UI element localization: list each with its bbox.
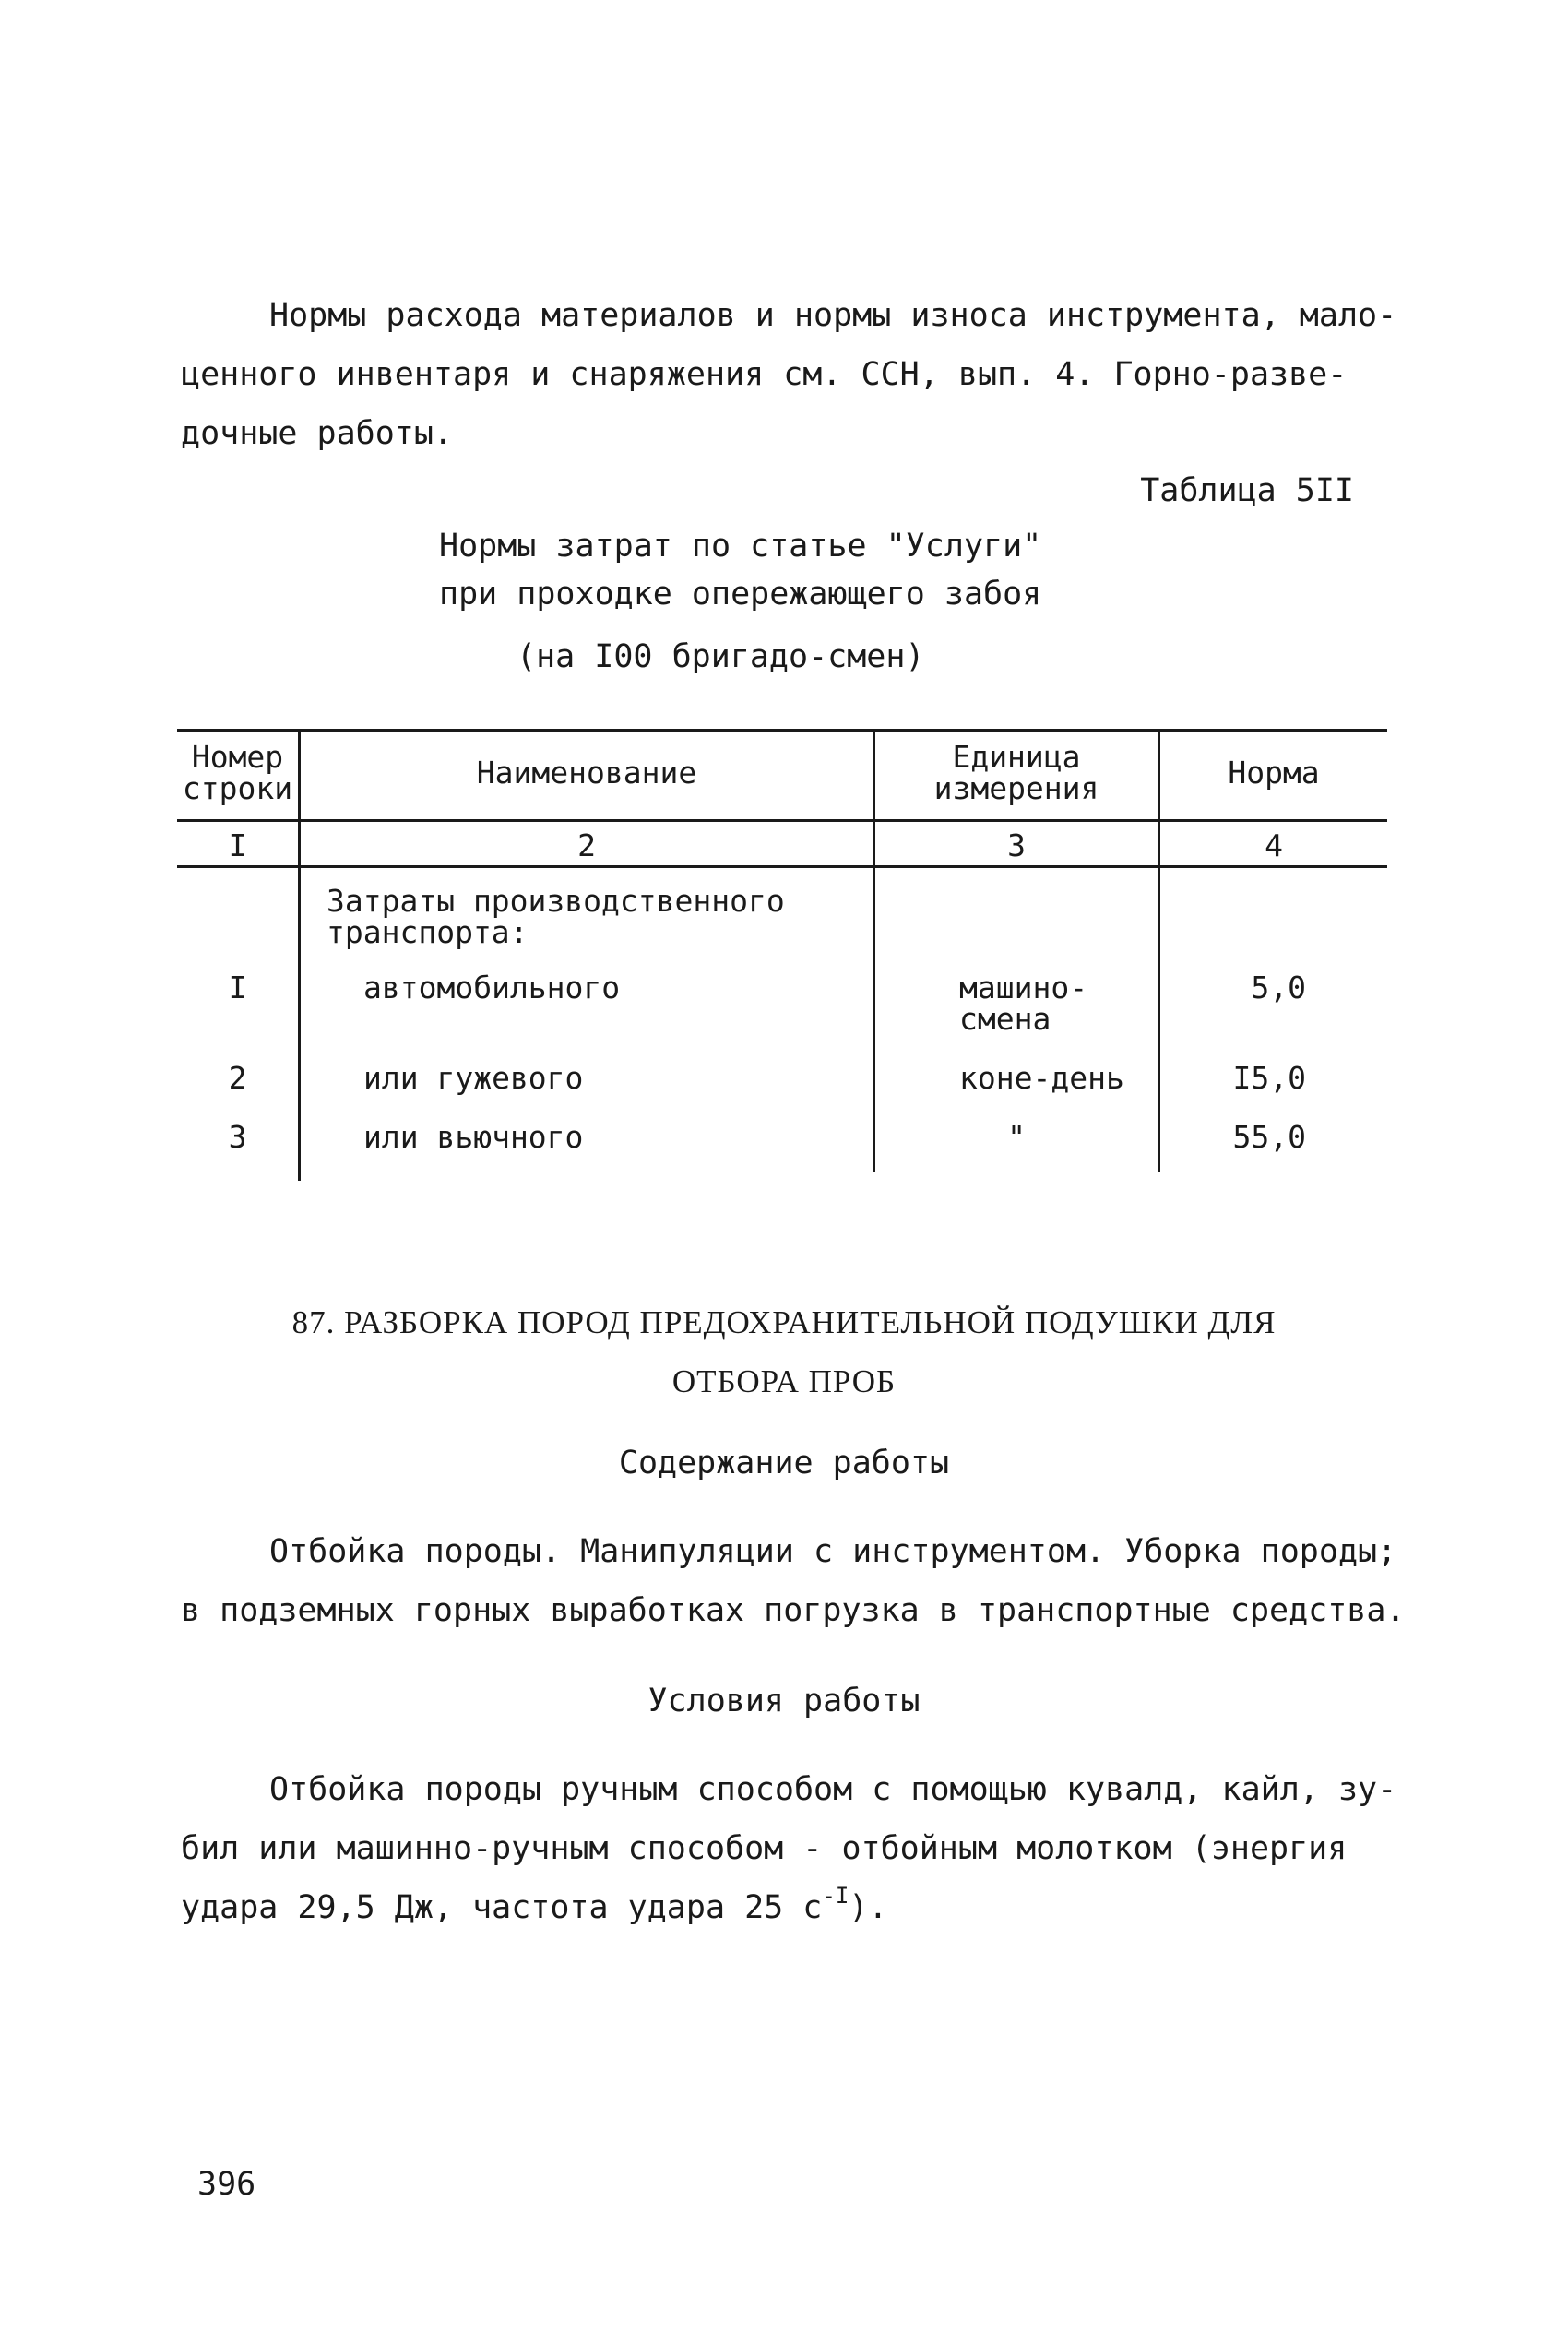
row-1-name: автомобильного	[363, 970, 621, 1005]
content-line-1: Отбойка породы. Манипуляции с инструментом. Уборка породы;	[269, 1533, 1397, 1570]
row-1-norm: 5,0	[1251, 970, 1306, 1005]
table-col-divider-1	[298, 729, 301, 1181]
table-col-divider-3	[1158, 729, 1160, 1172]
table-colnum-rule	[177, 865, 1387, 868]
group-heading-line-2: транспорта:	[327, 914, 529, 950]
row-2-name: или гужевого	[363, 1060, 584, 1096]
table-top-rule	[177, 729, 1387, 732]
row-1-unit-line-2: смена	[959, 1001, 1051, 1037]
group-heading-line-1: Затраты производственного	[327, 883, 785, 919]
header-row-number	[177, 739, 298, 806]
row-1-unit	[959, 972, 1087, 1035]
col-number-1: I	[228, 827, 247, 863]
conditions-line-3-text: удара 29,5 Дж, частота удара 25 с	[181, 1889, 823, 1926]
header-name: Наименование	[476, 755, 697, 791]
group-heading	[327, 883, 785, 950]
conditions-line-2: бил или машинно-ручным способом - отбойным молотком (энергия	[181, 1830, 1348, 1867]
section-title-line-2: ОТБОРА ПРОБ	[671, 1363, 897, 1399]
col-number-2: 2	[577, 827, 596, 863]
section-title-line-1: 87. РАЗБОРКА ПОРОД ПРЕДОХРАНИТЕЛЬНОЙ ПОДУШКИ ДЛЯ	[291, 1304, 1277, 1340]
row-1-number: I	[228, 970, 247, 1005]
page-number: 396	[197, 2166, 256, 2203]
col-number-3: 3	[1007, 827, 1026, 863]
header-unit-line-2: измерения	[933, 770, 1099, 806]
row-2-number: 2	[228, 1060, 247, 1096]
header-unit-line-1: Единица	[952, 739, 1081, 775]
row-3-unit: "	[1007, 1119, 1026, 1155]
header-unit	[875, 739, 1158, 806]
intro-line-3: дочные работы.	[181, 415, 454, 452]
row-1-unit-line-1: машино-	[959, 970, 1088, 1005]
row-2-norm: I5,0	[1232, 1060, 1306, 1096]
intro-line-2: ценного инвентаря и снаряжения см. ССН, вып. 4. Горно-разве-	[181, 356, 1348, 393]
header-row-number-line-2: строки	[182, 770, 293, 806]
norms-table	[177, 729, 1387, 1181]
col-number-4: 4	[1265, 827, 1283, 863]
conditions-heading: Условия работы	[647, 1683, 921, 1719]
content-line-2: в подземных горных выработках погрузка в транспортные средства.	[181, 1592, 1406, 1629]
row-3-number: 3	[228, 1119, 247, 1155]
table-title-line-3: (на I00 бригадо-смен)	[517, 638, 925, 675]
intro-line-1: Нормы расхода материалов и нормы износа инструмента, мало-	[269, 297, 1397, 334]
conditions-line-3-superscript: -I	[822, 1883, 849, 1909]
conditions-line-3-end: ).	[849, 1889, 888, 1926]
row-2-unit: коне-день	[959, 1060, 1124, 1096]
row-3-name: или вьючного	[363, 1119, 584, 1155]
table-title-line-1: Нормы затрат по статье "Услуги"	[439, 528, 1042, 565]
conditions-line-1: Отбойка породы ручным способом с помощью кувалд, кайл, зу-	[269, 1771, 1397, 1808]
content-heading: Содержание работы	[618, 1445, 950, 1481]
row-3-norm: 55,0	[1232, 1119, 1306, 1155]
conditions-line-3	[181, 1878, 887, 1937]
table-title-line-2: при проходке опережающего забоя	[439, 576, 1042, 613]
header-row-number-line-1: Номер	[191, 739, 284, 775]
table-header-rule	[177, 819, 1387, 822]
table-label: Таблица 5II	[1140, 472, 1354, 509]
header-norm: Норма	[1228, 755, 1320, 791]
